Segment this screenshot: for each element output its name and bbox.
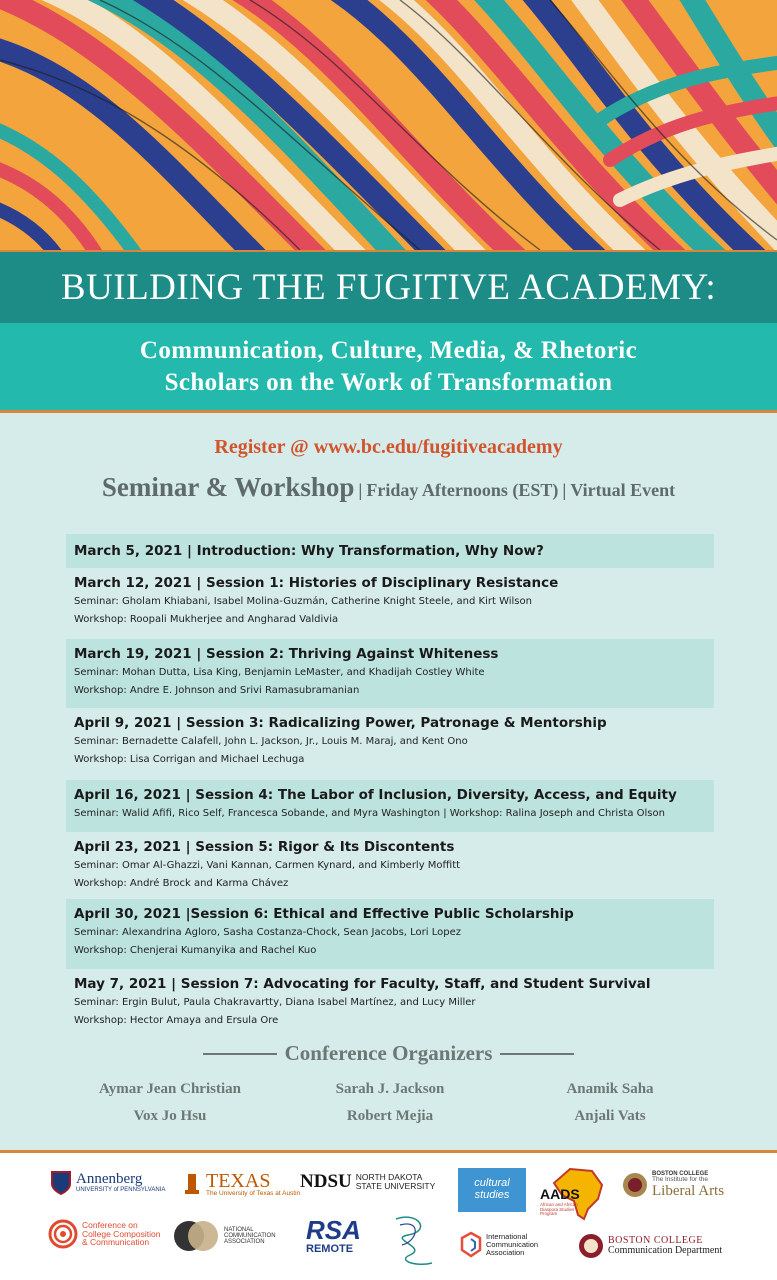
divider [500, 1053, 574, 1055]
texas-name: TEXAS [206, 1170, 271, 1192]
nca-logo [172, 1219, 276, 1253]
texas-sub: The University of Texas at Austin [206, 1190, 301, 1197]
aads-sub: African and African Diaspora Studies Program [540, 1202, 578, 1217]
separator: | [562, 480, 567, 500]
rsa-name: RSA [306, 1215, 361, 1245]
texas-logo [182, 1171, 300, 1198]
session-seminar: Seminar: Walid Afifi, Rico Self, Francesca Sobande, and Myra Washington | Workshop: Ralina Joseph and Christa Olson [74, 808, 665, 819]
cccc-line-1: Conference on [82, 1219, 138, 1230]
annenberg-logo [50, 1170, 165, 1196]
ica-line-3: Association [486, 1247, 525, 1257]
session-3 [66, 708, 714, 780]
session-title: April 30, 2021 |Session 6: Ethical and Effective Public Scholarship [74, 906, 574, 922]
session-seminar: Seminar: Omar Al-Ghazzi, Vani Kannan, Carmen Kynard, and Kimberly Moffitt [74, 860, 461, 871]
session-workshop: Workshop: Roopali Mukherjee and Angharad Valdivia [74, 614, 339, 625]
session-seminar: Seminar: Ergin Bulut, Paula Chakravartty, Diana Isabel Martínez, and Lucy Miller [74, 997, 476, 1008]
session-5 [66, 832, 714, 899]
session-4 [66, 780, 714, 832]
bc-comm-sub: Communication Department [608, 1245, 723, 1256]
subtitle-line-2: Scholars on the Work of Transformation [164, 368, 613, 396]
cccc-line-2: College Composition [82, 1228, 161, 1239]
annenberg-sub: UNIVERSITY of PENNSYLVANIA [76, 1187, 166, 1194]
ica-hex-icon [460, 1231, 482, 1259]
session-7 [66, 969, 714, 1037]
session-intro [66, 534, 714, 568]
session-title: April 16, 2021 | Session 4: The Labor of Inclusion, Diversity, Access, and Equity [74, 787, 677, 803]
rsa-remote-logo [306, 1217, 361, 1256]
session-workshop: Workshop: André Brock and Karma Chávez [74, 878, 289, 889]
ndsu-sub-2: STATE UNIVERSITY [355, 1180, 436, 1191]
organizers-title: Conference Organizers [284, 1041, 493, 1065]
cultural-studies-name: cultural studies [474, 1177, 510, 1201]
session-6 [66, 899, 714, 969]
session-title: March 19, 2021 | Session 2: Thriving Against Whiteness [74, 646, 499, 662]
session-workshop: Workshop: Chenjerai Kumanyika and Rachel Kuo [74, 945, 317, 956]
session-title: March 5, 2021 | Introduction: Why Transformation, Why Now? [74, 543, 544, 559]
bc-la-name: BOSTON COLLEGE [652, 1171, 709, 1177]
divider [203, 1053, 277, 1055]
aads-name: AADS [540, 1186, 580, 1202]
ica-line-2: Communication [486, 1240, 539, 1250]
bc-la-sub: The Institute for the [652, 1176, 709, 1184]
organizer-name: Vox Jo Hsu [133, 1108, 207, 1124]
ndsu-sub-1: NORTH DAKOTA [355, 1171, 423, 1182]
session-workshop: Workshop: Hector Amaya and Ersula Ore [74, 1015, 279, 1026]
nca-line-2: COMMUNICATION [224, 1232, 276, 1239]
session-schedule [66, 534, 714, 1037]
session-seminar: Seminar: Mohan Dutta, Lisa King, Benjamin LeMaster, and Khadijah Costley White [74, 667, 485, 678]
squiggle-icon [388, 1211, 438, 1271]
sponsor-logos [0, 1150, 777, 1280]
event-format: Seminar & Workshop [101, 472, 355, 502]
organizers-list [60, 1080, 720, 1126]
bc-comm-name: BOSTON COLLEGE [608, 1235, 703, 1246]
aads-logo [540, 1165, 612, 1221]
session-1 [66, 568, 714, 639]
bc-la-title: Liberal Arts [652, 1183, 725, 1200]
session-workshop: Workshop: Andre E. Johnson and Srivi Ramasubramanian [74, 685, 360, 696]
rsa-sub: REMOTE [306, 1243, 354, 1256]
ica-line-1: International [486, 1232, 528, 1242]
session-workshop: Workshop: Lisa Corrigan and Michael Lechuga [74, 754, 305, 765]
nca-circles-icon [172, 1219, 220, 1253]
session-seminar: Seminar: Bernadette Calafell, John L. Jackson, Jr., Louis M. Maraj, and Kent Ono [74, 736, 468, 747]
event-info [0, 472, 777, 503]
banner-pattern [0, 0, 777, 250]
tower-icon [182, 1172, 202, 1196]
ica-logo [460, 1231, 538, 1259]
subtitle-band [0, 323, 777, 413]
session-seminar: Seminar: Gholam Khiabani, Isabel Molina-Guzmán, Catherine Knight Steele, and Kirt Wilson [74, 596, 532, 607]
session-title: May 7, 2021 | Session 7: Advocating for Faculty, Staff, and Student Survival [74, 976, 651, 992]
cultural-studies-logo [458, 1168, 526, 1212]
seal-icon [578, 1233, 604, 1259]
seal-icon [622, 1172, 648, 1198]
cccc-line-3: & Communication [82, 1237, 150, 1248]
session-title: April 9, 2021 | Session 3: Radicalizing Power, Patronage & Mentorship [74, 715, 607, 731]
organizers-heading [0, 1041, 777, 1066]
separator: | [358, 480, 363, 500]
nca-line-1: NATIONAL [224, 1226, 254, 1233]
organizer-name: Aymar Jean Christian [99, 1081, 241, 1097]
event-type: Virtual Event [570, 480, 676, 500]
nca-line-3: ASSOCIATION [224, 1239, 265, 1246]
session-title: April 23, 2021 | Session 5: Rigor & Its Discontents [74, 839, 455, 855]
organizer-name: Robert Mejia [346, 1108, 434, 1124]
goldsmiths-logo [388, 1211, 438, 1271]
session-title: March 12, 2021 | Session 1: Histories of Disciplinary Resistance [74, 575, 559, 591]
event-time: Friday Afternoons (EST) [366, 480, 559, 500]
bc-communication-logo [578, 1233, 722, 1259]
cccc-logo [48, 1219, 160, 1249]
ndsu-name: NDSU [300, 1171, 352, 1192]
session-2 [66, 639, 714, 708]
organizer-name: Sarah J. Jackson [335, 1081, 445, 1097]
subtitle-line-1: Communication, Culture, Media, & Rhetoric [139, 336, 638, 364]
session-seminar: Seminar: Alexandrina Agloro, Sasha Costanza-Chock, Sean Jacobs, Lori Lopez [74, 927, 461, 938]
ndsu-logo [300, 1172, 435, 1191]
banner-artwork [0, 0, 777, 250]
bc-liberal-arts-logo [622, 1171, 724, 1199]
page-title: BUILDING THE FUGITIVE ACADEMY: [60, 267, 717, 308]
organizer-name: Anjali Vats [574, 1108, 646, 1124]
register-link[interactable]: Register @ www.bc.edu/fugitiveacademy [214, 436, 563, 458]
cccc-circles-icon [48, 1219, 78, 1249]
organizer-name: Anamik Saha [566, 1081, 654, 1097]
title-band [0, 250, 777, 323]
annenberg-name: Annenberg [76, 1171, 143, 1188]
shield-icon [50, 1170, 72, 1196]
